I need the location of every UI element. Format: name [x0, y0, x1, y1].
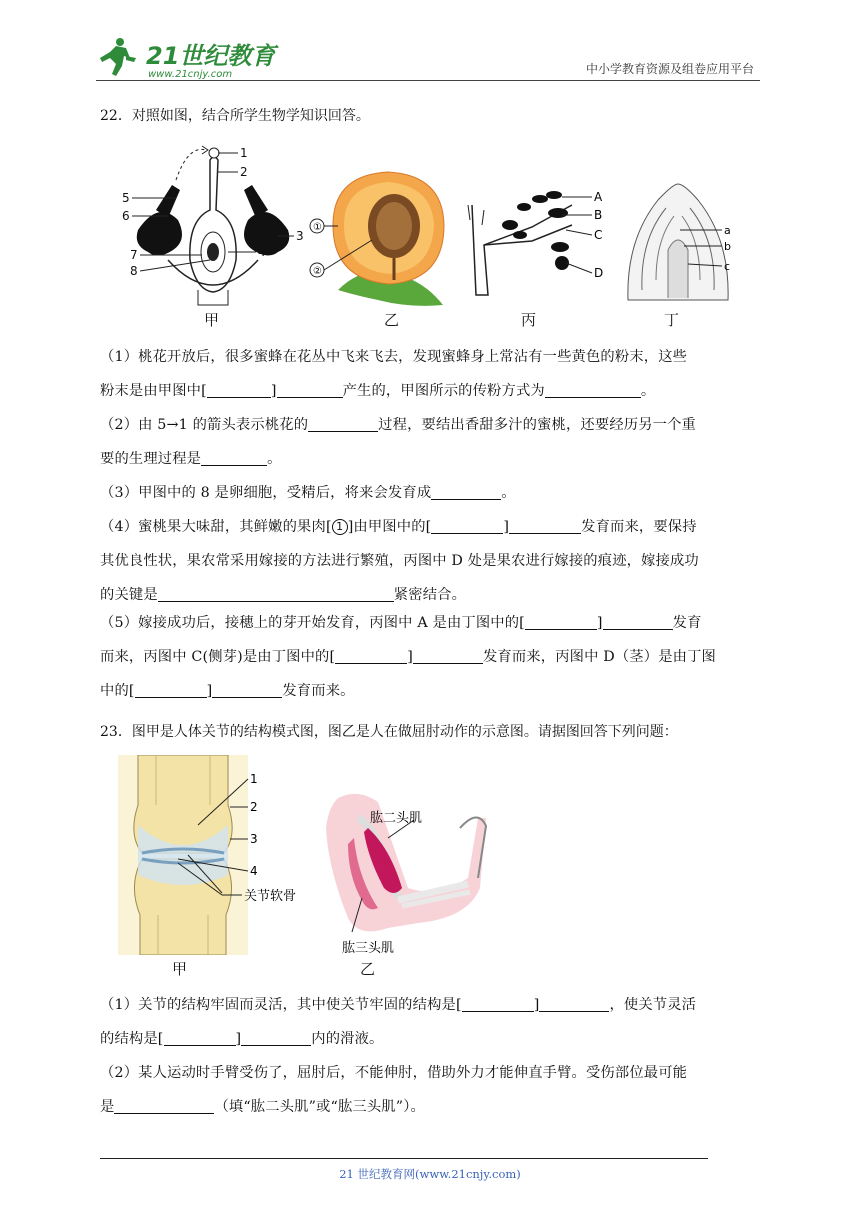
- logo-text: 21世纪教育: [146, 42, 276, 70]
- bud-diagram-ding: [618, 180, 748, 305]
- joint-label-2: 2: [250, 800, 258, 814]
- circled-number-1: 1: [332, 519, 348, 535]
- platform-name: 中小学教育资源及组卷应用平台: [585, 62, 754, 76]
- q22-p5-line1: （5）嫁接成功后，接穗上的芽开始发育，丙图中 A 是由丁图中的[ ] 发育: [100, 615, 702, 631]
- q23-p2-line2: 是 （填“肱二头肌”或“肱三头肌”）。: [100, 1099, 425, 1115]
- footer-divider: [100, 1158, 708, 1159]
- answer-blank[interactable]: [525, 613, 597, 630]
- answer-blank[interactable]: [207, 381, 271, 398]
- label-circle-2: ②: [313, 266, 322, 277]
- label-B: B: [594, 208, 603, 222]
- label-7: 7: [130, 248, 138, 262]
- answer-blank[interactable]: [509, 517, 581, 534]
- branch-diagram-bing: [462, 185, 612, 300]
- label-4: 4: [258, 245, 266, 259]
- joint-cartilage-label: 关节软骨: [244, 889, 297, 904]
- answer-blank[interactable]: [201, 449, 267, 466]
- q22-part2: [100, 408, 764, 476]
- label-c: c: [724, 260, 731, 273]
- page-header: [96, 36, 760, 82]
- answer-blank[interactable]: [277, 381, 343, 398]
- answer-blank[interactable]: [114, 1097, 214, 1114]
- answer-blank[interactable]: [462, 995, 534, 1012]
- q22-p2-line2: 要的生理过程是 。: [100, 451, 282, 467]
- answer-blank[interactable]: [431, 517, 503, 534]
- label-2: 2: [240, 165, 248, 179]
- label-circle-1: ①: [313, 222, 322, 233]
- q22-p2-line1: （2）由 5→1 的箭头表示桃花的 过程，要结出香甜多汁的蜜桃，还要经历另一个重: [100, 417, 697, 433]
- arm-diagram-yi: [318, 788, 493, 958]
- caption-joint-jia: 甲: [172, 960, 188, 978]
- joint-label-3: 3: [250, 832, 258, 846]
- answer-blank[interactable]: [241, 1029, 311, 1046]
- answer-blank[interactable]: [135, 681, 207, 698]
- logo-url: www.21cnjy.com: [148, 69, 233, 80]
- caption-bing: 丙: [521, 311, 537, 329]
- q22-part4: [100, 510, 764, 612]
- question-22-title: 22．对照如图，结合所学生物学知识回答。: [100, 108, 370, 124]
- answer-blank[interactable]: [431, 483, 501, 500]
- q23-p1-line2: 的结构是[ ] 内的滑液。: [100, 1031, 384, 1047]
- caption-yi: 乙: [384, 311, 400, 329]
- joint-label-4: 4: [250, 864, 258, 878]
- q22-part1: [100, 340, 764, 408]
- question-23-title: 23．图甲是人体关节的结构模式图，图乙是人在做屈肘动作的示意图。请据图回答下列问题：: [100, 724, 678, 740]
- triceps-label: 肱三头肌: [342, 941, 395, 956]
- flower-diagram-jia: [118, 140, 308, 310]
- label-6: 6: [122, 209, 130, 223]
- q23-p2-line1: （2）某人运动时手臂受伤了，屈肘后，不能伸肘，借助外力才能伸直手臂。受伤部位最可能: [100, 1065, 688, 1081]
- label-b: b: [724, 240, 731, 253]
- answer-blank[interactable]: [308, 415, 378, 432]
- answer-blank[interactable]: [545, 381, 641, 398]
- answer-blank[interactable]: [158, 585, 394, 602]
- label-C: C: [594, 228, 603, 242]
- caption-arm-yi: 乙: [360, 960, 376, 978]
- label-a: a: [724, 224, 731, 237]
- peach-diagram-yi: [308, 160, 458, 310]
- label-8: 8: [130, 264, 138, 278]
- q23-part2: [100, 1056, 764, 1124]
- q22-p5-line2: 而来，丙图中 C(侧芽)是由丁图中的[ ] 发育而来，丙图中 D（茎）是由丁图: [100, 649, 716, 665]
- answer-blank[interactable]: [212, 681, 282, 698]
- q22-p4-line3: 的关键是 紧密结合。: [100, 587, 467, 603]
- q22-p5-line3: 中的[ ] 发育而来。: [100, 683, 355, 699]
- answer-blank[interactable]: [413, 647, 483, 664]
- q23-part1: [100, 988, 764, 1056]
- q22-p1-line1: （1）桃花开放后，很多蜜蜂在花丛中飞来飞去，发现蜜蜂身上常沾有一些黄色的粉末，这些: [100, 349, 688, 365]
- label-D: D: [594, 266, 604, 280]
- header-divider: [96, 80, 760, 81]
- caption-ding: 丁: [664, 311, 680, 329]
- joint-label-1: 1: [250, 772, 258, 786]
- biceps-label: 肱二头肌: [370, 811, 423, 826]
- answer-blank[interactable]: [603, 613, 673, 630]
- answer-blank[interactable]: [539, 995, 609, 1012]
- label-3: 3: [296, 229, 304, 243]
- caption-jia: 甲: [204, 311, 220, 329]
- site-logo: [96, 36, 286, 80]
- q23-p1-line1: （1）关节的结构牢固而灵活，其中使关节牢固的结构是[ ] ，使关节灵活: [100, 997, 697, 1013]
- answer-blank[interactable]: [335, 647, 407, 664]
- joint-diagram-jia: [118, 755, 318, 955]
- q22-p4-line2: 其优良性状，果农常采用嫁接的方法进行繁殖，丙图中 D 处是果农进行嫁接的痕迹，嫁接成功: [100, 553, 699, 569]
- footer-site[interactable]: 21 世纪教育网(www.21cnjy.com): [339, 1167, 521, 1181]
- q22-part5: [100, 606, 764, 708]
- q22-p4-line1: （4）蜜桃果大味甜，其鲜嫩的果肉[ 1 ]由甲图中的[ ] 发育而来，要保持: [100, 519, 697, 535]
- label-A: A: [594, 190, 603, 204]
- label-5: 5: [122, 191, 130, 205]
- label-1: 1: [240, 146, 248, 160]
- q22-p1-line2: 粉末是由甲图中[ ] 产生的，甲图所示的传粉方式为 。: [100, 383, 656, 399]
- q22-part3: （3）甲图中的 8 是卵细胞，受精后，将来会发育成 。: [100, 485, 516, 501]
- answer-blank[interactable]: [164, 1029, 236, 1046]
